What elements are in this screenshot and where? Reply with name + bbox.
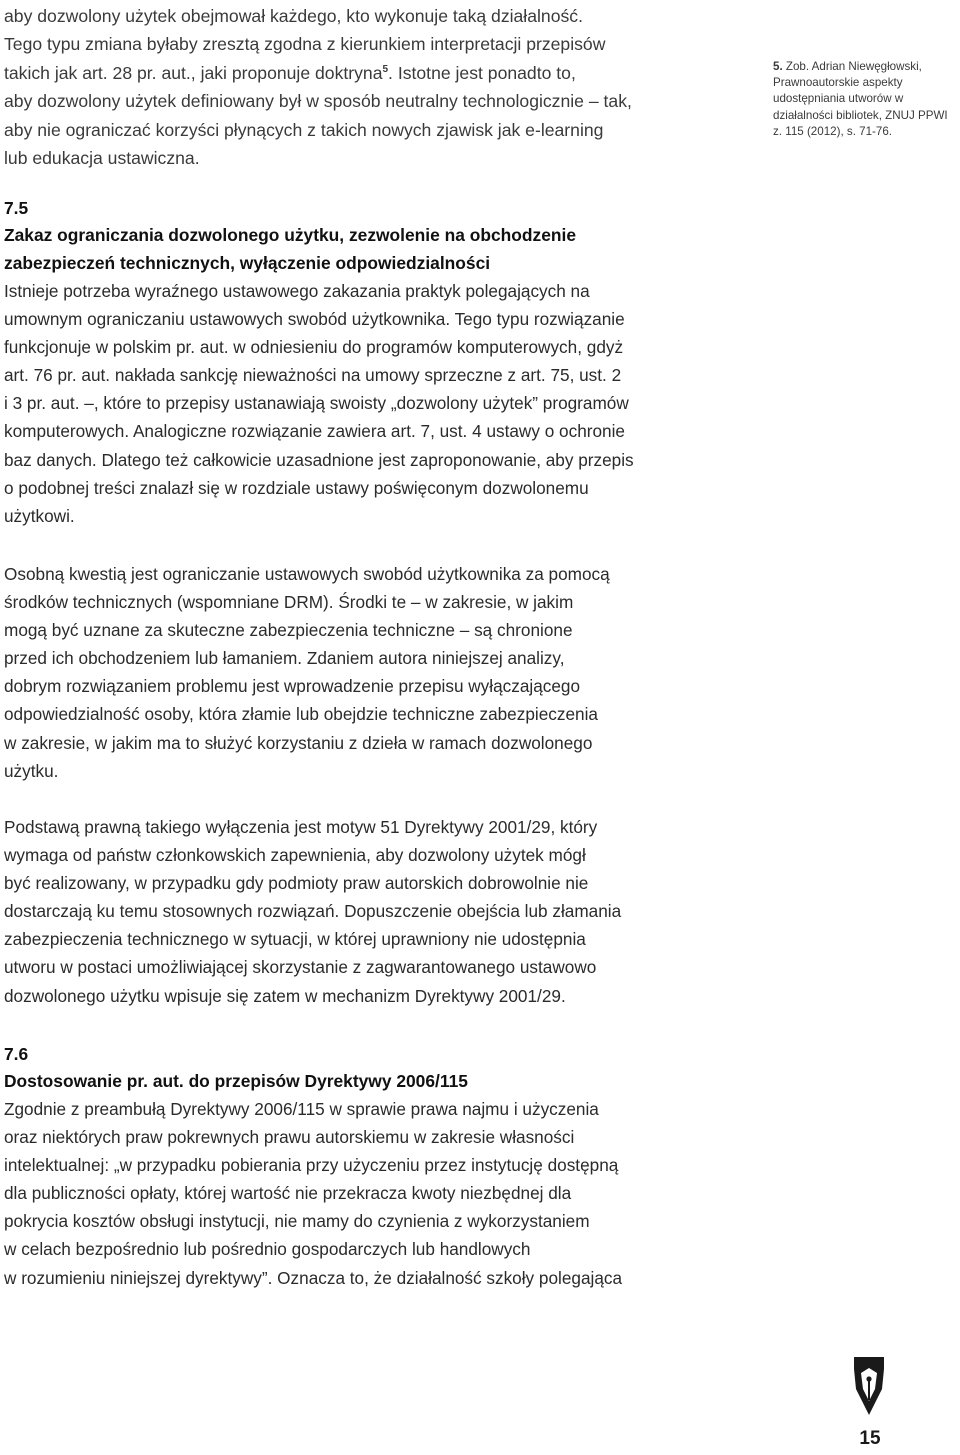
sidenote-line: działalności bibliotek, ZNUJ PPWI [773,108,948,122]
text-line: pokrycia kosztów obsługi instytucji, nie mamy do czynienia z wykorzystaniem [4,1211,590,1232]
section-7-5 [4,195,634,530]
text-line: Podstawą prawną takiego wyłączenia jest motyw 51 Dyrektywy 2001/29, który [4,817,598,837]
sidenote-line: Prawnoautorskie aspekty [773,76,903,90]
section-title [4,221,634,277]
title-line: zabezpieczeń technicznych, wyłączenie odpowiedzialności [4,253,491,273]
text-line: zabezpieczenia technicznego w sytuacji, w której uprawniony nie udostępnia [4,929,586,950]
text-line: funkcjonuje w polskim pr. aut. w odniesieniu do programów komputerowych, gdyż [4,337,624,358]
text-line: lub edukacja ustawiczna. [4,148,200,169]
text-line: aby dozwolony użytek definiowany był w sposób neutralny technologicznie – tak, [4,91,632,112]
text-line: w rozumieniu niniejszej dyrektywy”. Oznacza to, że działalność szkoły polegająca [4,1267,623,1288]
text-line: dla publiczności opłaty, której wartość nie przekracza kwoty niezbędnej dla [4,1183,572,1204]
section-number: 7.5 [4,198,29,218]
text-line: aby nie ograniczać korzyści płynących z takich nowych zjawisk jak e-learning [4,119,604,140]
text-line: w celach bezpośrednio lub pośrednio gospodarczych lub handlowych [4,1239,531,1260]
text-line: Tego typu zmiana byłaby zresztą zgodna z kierunkiem interpretacji przepisów [4,34,606,55]
sidenote-line: z. 115 (2012), s. 71-76. [773,124,893,138]
sidenote-line [773,59,960,75]
text-line: Zgodnie z preambułą Dyrektywy 2006/115 w sprawie prawa najmu i użyczenia [4,1099,599,1119]
text-line: intelektualnej: „w przypadku pobierania przy użyczeniu przez instytucję dostępną [4,1155,619,1176]
text-line: utworu w postaci umożliwiającej skorzystanie z zagwarantowanego ustawowo [4,957,597,978]
intro-paragraph [4,2,674,172]
sidenote-text: Zob. Adrian Niewęgłowski, [785,60,922,73]
section-number: 7.6 [4,1044,29,1064]
text-line: umownym ograniczaniu ustawowych swobód użytkownika. Tego typu rozwiązanie [4,309,625,330]
text-line: art. 76 pr. aut. nakłada sankcję nieważności na umowy sprzeczne z art. 75, ust. 2 [4,365,622,386]
section-paragraph [4,277,634,530]
section-title [4,1067,622,1095]
text-line [4,59,674,87]
section-7-6 [4,1041,622,1292]
text-line: użytkowi. [4,505,75,526]
title-line: Dostosowanie pr. aut. do przepisów Dyrektywy 2006/115 [4,1071,468,1091]
text-line: mogą być uznane za skuteczne zabezpieczenia techniczne – są chronione [4,620,573,641]
footnote-ref[interactable]: 5 [382,63,389,75]
page-number: 15 [859,1428,881,1449]
text-fragment: takich jak art. 28 pr. aut., jaki proponuje doktryna [4,62,383,83]
text-line: być realizowany, w przypadku gdy podmioty praw autorskich dobrowolnie nie [4,873,589,894]
footnote-sidenote [773,59,960,140]
text-line: komputerowych. Analogiczne rozwiązanie zawiera art. 7, ust. 4 ustawy o ochronie [4,421,625,442]
text-line: użytku. [4,760,59,781]
section-paragraph [4,813,621,1010]
text-line: środków technicznych (wspomniane DRM). Środki te – w zakresie, w jakim [4,592,574,613]
text-line: baz danych. Dlatego też całkowicie uzasadnione jest zaproponowanie, aby przepis [4,449,634,470]
footnote-number: 5. [773,60,783,73]
text-line: Istnieje potrzeba wyraźnego ustawowego zakazania praktyk polegających na [4,281,590,301]
text-line: dobrym rozwiązaniem problemu jest wprowadzenie przepisu wyłączającego [4,676,581,697]
text-line: dozwolonego użytku wpisuje się zatem w mechanizm Dyrektywy 2001/29. [4,985,566,1006]
text-line: przed ich obchodzeniem lub łamaniem. Zdaniem autora niniejszej analizy, [4,648,565,669]
text-line: o podobnej treści znalazł się w rozdziale ustawy poświęconym dozwolonemu [4,477,589,498]
section-paragraph [4,560,610,785]
text-line: aby dozwolony użytek obejmował każdego, kto wykonuje taką działalność. [4,6,583,26]
text-line: w zakresie, w jakim ma to służyć korzystaniu z dzieła w ramach dozwolonego [4,732,593,753]
text-line: i 3 pr. aut. –, które to przepisy ustanawiają swoisty „dozwolony użytek” programów [4,393,629,414]
sidenote-line: udostępniania utworów w [773,92,904,106]
pen-nib-icon [852,1355,886,1417]
text-line: wymaga od państw członkowskich zapewnienia, aby dozwolony użytek mógł [4,845,586,866]
text-line: Osobną kwestią jest ograniczanie ustawowych swobód użytkownika za pomocą [4,564,610,584]
section-paragraph [4,1095,622,1292]
text-fragment: . Istotne jest ponadto to, [388,62,576,83]
title-line: Zakaz ograniczania dozwolonego użytku, zezwolenie na obchodzenie [4,225,577,245]
text-line: dostarczają ku temu stosownych rozwiązań. Dopuszczenie obejścia lub złamania [4,901,622,922]
text-line: oraz niektórych praw pokrewnych prawu autorskiemu w zakresie własności [4,1127,575,1148]
text-line: odpowiedzialność osoby, która złamie lub obejdzie techniczne zabezpieczenia [4,704,598,725]
